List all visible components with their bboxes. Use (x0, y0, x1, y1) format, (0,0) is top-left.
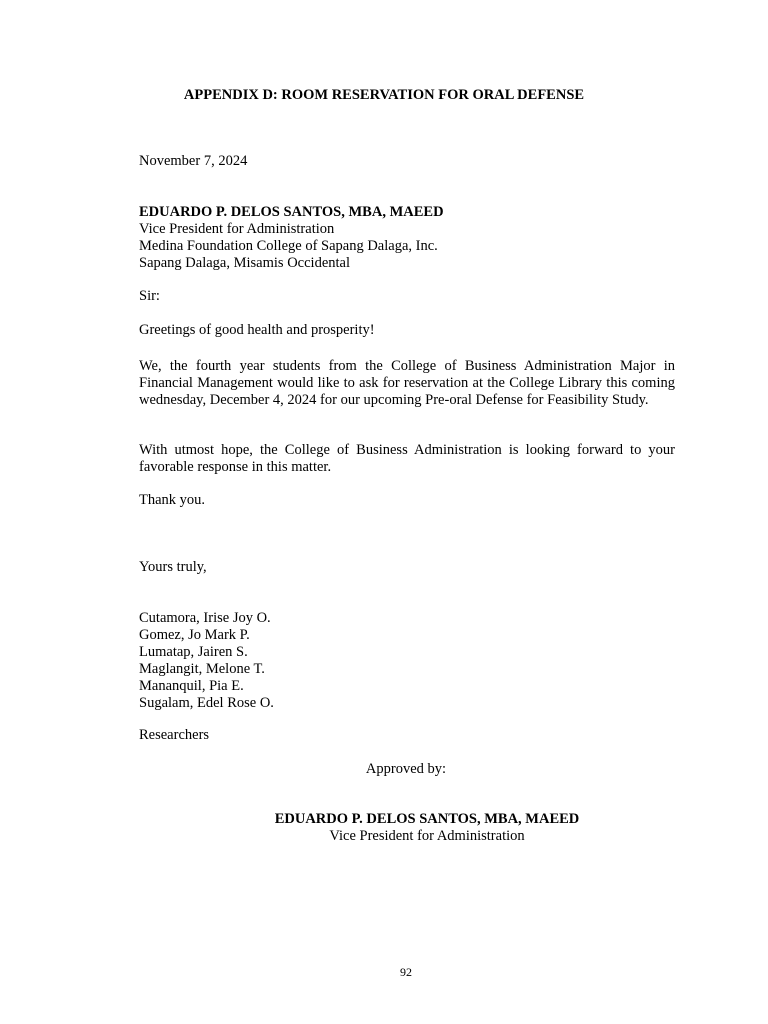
recipient-institution: Medina Foundation College of Sapang Dalaga, Inc. (139, 238, 438, 254)
signers-role: Researchers (139, 727, 210, 743)
signer-name: Cutamora, Irise Joy O. (139, 610, 271, 626)
thanks-line: Thank you. (139, 492, 206, 508)
closing-line: Yours truly, (139, 559, 207, 575)
page-number: 92 (400, 965, 412, 979)
signers-list (139, 610, 675, 712)
signer-name: Maglangit, Melone T. (139, 661, 265, 677)
request-paragraph: We, the fourth year students from the College of Business Administration Major in Financial Management would like to ask for reservation at the College Library this coming wednesday, December 4, 2024 for our upcoming Pre-oral Defense for Feasibility Study. (139, 358, 675, 408)
signer-name: Mananquil, Pia E. (139, 678, 244, 694)
letter-date: November 7, 2024 (139, 153, 248, 169)
appendix-title: APPENDIX D: ROOM RESERVATION FOR ORAL DEFENSE (183, 87, 585, 103)
hope-paragraph: With utmost hope, the College of Business Administration is looking forward to your favorable response in this matter. (139, 442, 675, 475)
recipient-name: EDUARDO P. DELOS SANTOS, MBA, MAEED (139, 204, 444, 220)
recipient-address: Sapang Dalaga, Misamis Occidental (139, 255, 350, 271)
recipient-position: Vice President for Administration (139, 221, 335, 237)
approved-by-label: Approved by: (365, 761, 447, 777)
approver-position: Vice President for Administration (329, 828, 525, 844)
greeting: Greetings of good health and prosperity! (139, 322, 375, 338)
signer-name: Sugalam, Edel Rose O. (139, 695, 274, 711)
salutation: Sir: (139, 288, 160, 304)
signer-name: Gomez, Jo Mark P. (139, 627, 250, 643)
recipient-block (139, 204, 675, 272)
signer-name: Lumatap, Jairen S. (139, 644, 248, 660)
approver-block (0, 811, 768, 845)
approver-name: EDUARDO P. DELOS SANTOS, MBA, MAEED (274, 811, 580, 827)
